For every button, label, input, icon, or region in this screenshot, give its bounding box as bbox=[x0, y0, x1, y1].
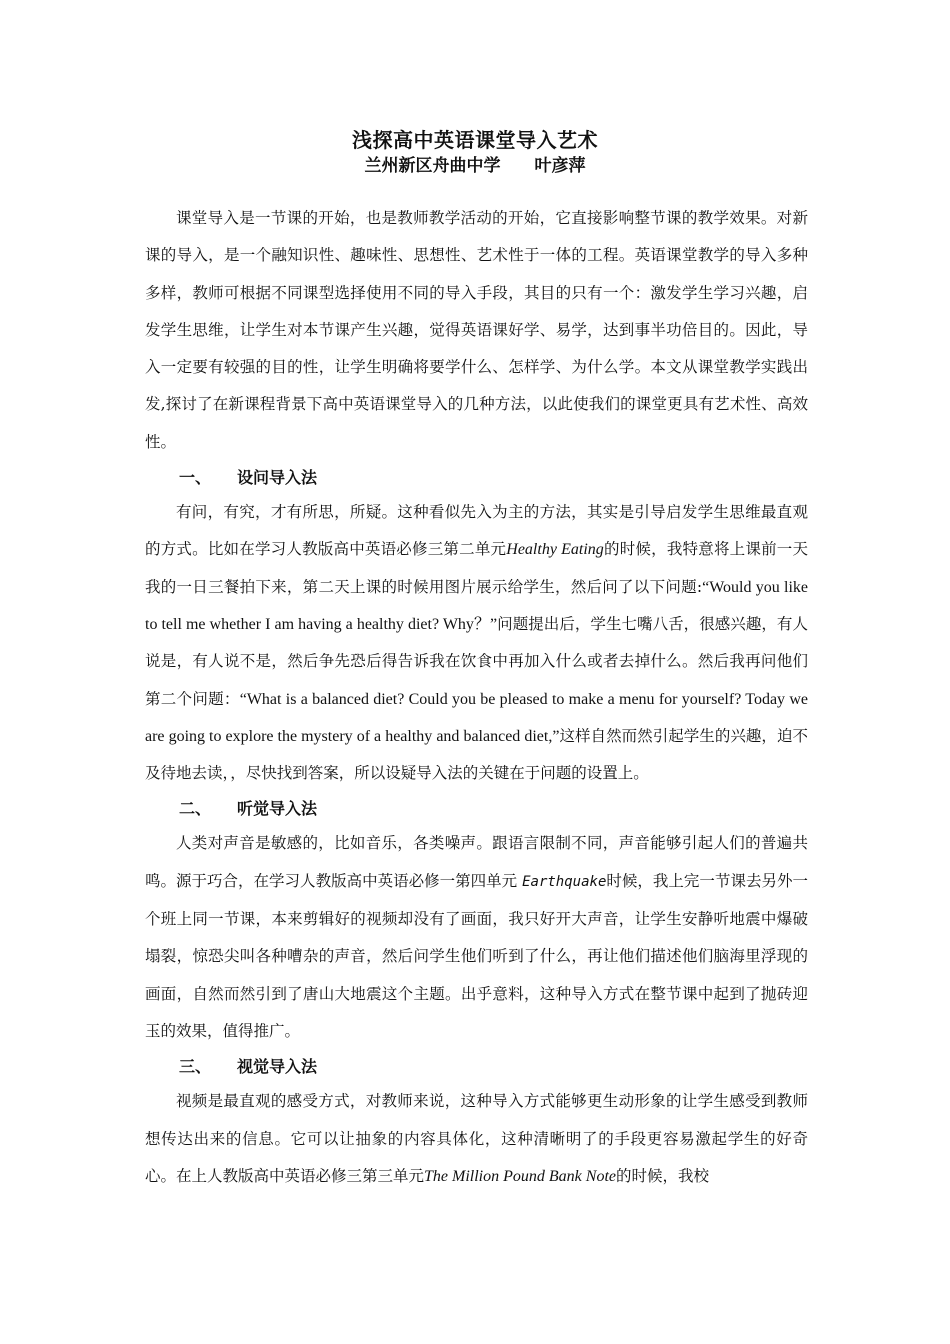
text-run: 视频是最直观的感受方式，对教师来说，这种导入方式能够更生动形象的让学生感受到教师想传达出来的信息。它可以让抽象的内容具体化，这种清晰明了的手段更容易激起学生的好奇心。在上人教版高中英语必修三第三单元 bbox=[145, 1092, 808, 1185]
text-run: 的时候，我校 bbox=[616, 1166, 710, 1185]
text-run: 这样自然而然引起学生的兴趣，迫不及待地去读，，尽快找到答案，所以设疑导入法的关键在于问题的设置上。 bbox=[145, 726, 809, 783]
section-heading-1 bbox=[145, 461, 808, 494]
text-run: 问题提出后，学生七嘴八舌，很感兴趣，有人说是，有人说不是，然后争先恐后得告诉我在饮食中再加入什么或者去掉什么。然后我再问他们第二个问题： bbox=[145, 614, 808, 708]
unit-title: The Million Pound Bank Note bbox=[424, 1167, 616, 1185]
unit-title: Healthy Eating bbox=[506, 541, 604, 559]
section-paragraph-1 bbox=[145, 494, 808, 792]
section-title: 视觉导入法 bbox=[237, 1057, 318, 1077]
text-run: 有问，有究，才有所思，所疑。这种看似先入为主的方法，其实是引导启发学生思维最直观的方式。比如在学习人教版高中英语必修三第二单元 bbox=[145, 503, 808, 559]
author-school: 兰州新区舟曲中学 bbox=[364, 156, 501, 176]
unit-title: Earthquake bbox=[522, 873, 607, 890]
section-number: 三、 bbox=[179, 1057, 212, 1077]
section-title: 设问导入法 bbox=[237, 468, 318, 488]
page-title: 浅探高中英语课堂导入艺术 bbox=[352, 128, 598, 152]
text-run: 的时候，我特意将上课前一天我的一日三餐拍下来，第二天上课的时候用图片展示给学生，然后问了以下问题: bbox=[145, 540, 808, 596]
english-quote: “Would you like to tell me whether I am having a healthy diet? Why？” bbox=[145, 578, 809, 633]
author-name: 叶彦萍 bbox=[534, 156, 586, 176]
section-heading-3 bbox=[145, 1050, 808, 1083]
article-body bbox=[145, 200, 808, 1195]
section-heading-2 bbox=[145, 792, 808, 825]
author-line bbox=[0, 151, 950, 176]
section-number: 二、 bbox=[179, 799, 212, 819]
section-paragraph-3 bbox=[145, 1083, 808, 1195]
intro-paragraph: 课堂导入是一节课的开始，也是教师教学活动的开始，它直接影响整节课的教学效果。对新课的导入，是一个融知识性、趣味性、思想性、艺术性于一体的工程。英语课堂教学的导入多种多样，教师可根据不同课型选择使用不同的导入手段，其目的只有一个：激发学生学习兴趣，启发学生思维，让学生对本节课产生兴趣，觉得英语课好学、易学，达到事半功倍目的。因此，导入一定要有较强的目的性，让学生明确将要学什么、怎样学、为什么学。本文从课堂教学实践出发,探讨了在新课程背景下高中英语课堂导入的几种方法，以此使我们的课堂更具有艺术性、高效性。 bbox=[145, 209, 808, 451]
section-paragraph-2 bbox=[145, 825, 808, 1050]
section-title: 听觉导入法 bbox=[237, 799, 318, 819]
english-quote: “What is a balanced diet? Could you be pleased to make a menu for yourself? Today we are going to explore the mystery of a healthy and balanced diet,” bbox=[145, 690, 808, 745]
text-run: 人类对声音是敏感的，比如音乐，各类噪声。跟语言限制不同，声音能够引起人们的普遍共鸣。源于巧合，在学习人教版高中英语必修一第四单元 bbox=[145, 834, 808, 890]
text-run: 时候，我上完一节课去另外一个班上同一节课，本来剪辑好的视频却没有了画面，我只好开大声音，让学生安静听地震中爆破塌裂，惊恐尖叫各种嘈杂的声音，然后问学生他们听到了什么，再让他们描述他们脑海里浮现的画面，自然而然引到了唐山大地震这个主题。出乎意料，这种导入方式在整节课中起到了抛砖迎玉的效果，值得推广。 bbox=[145, 871, 808, 1040]
section-number: 一、 bbox=[179, 468, 212, 488]
